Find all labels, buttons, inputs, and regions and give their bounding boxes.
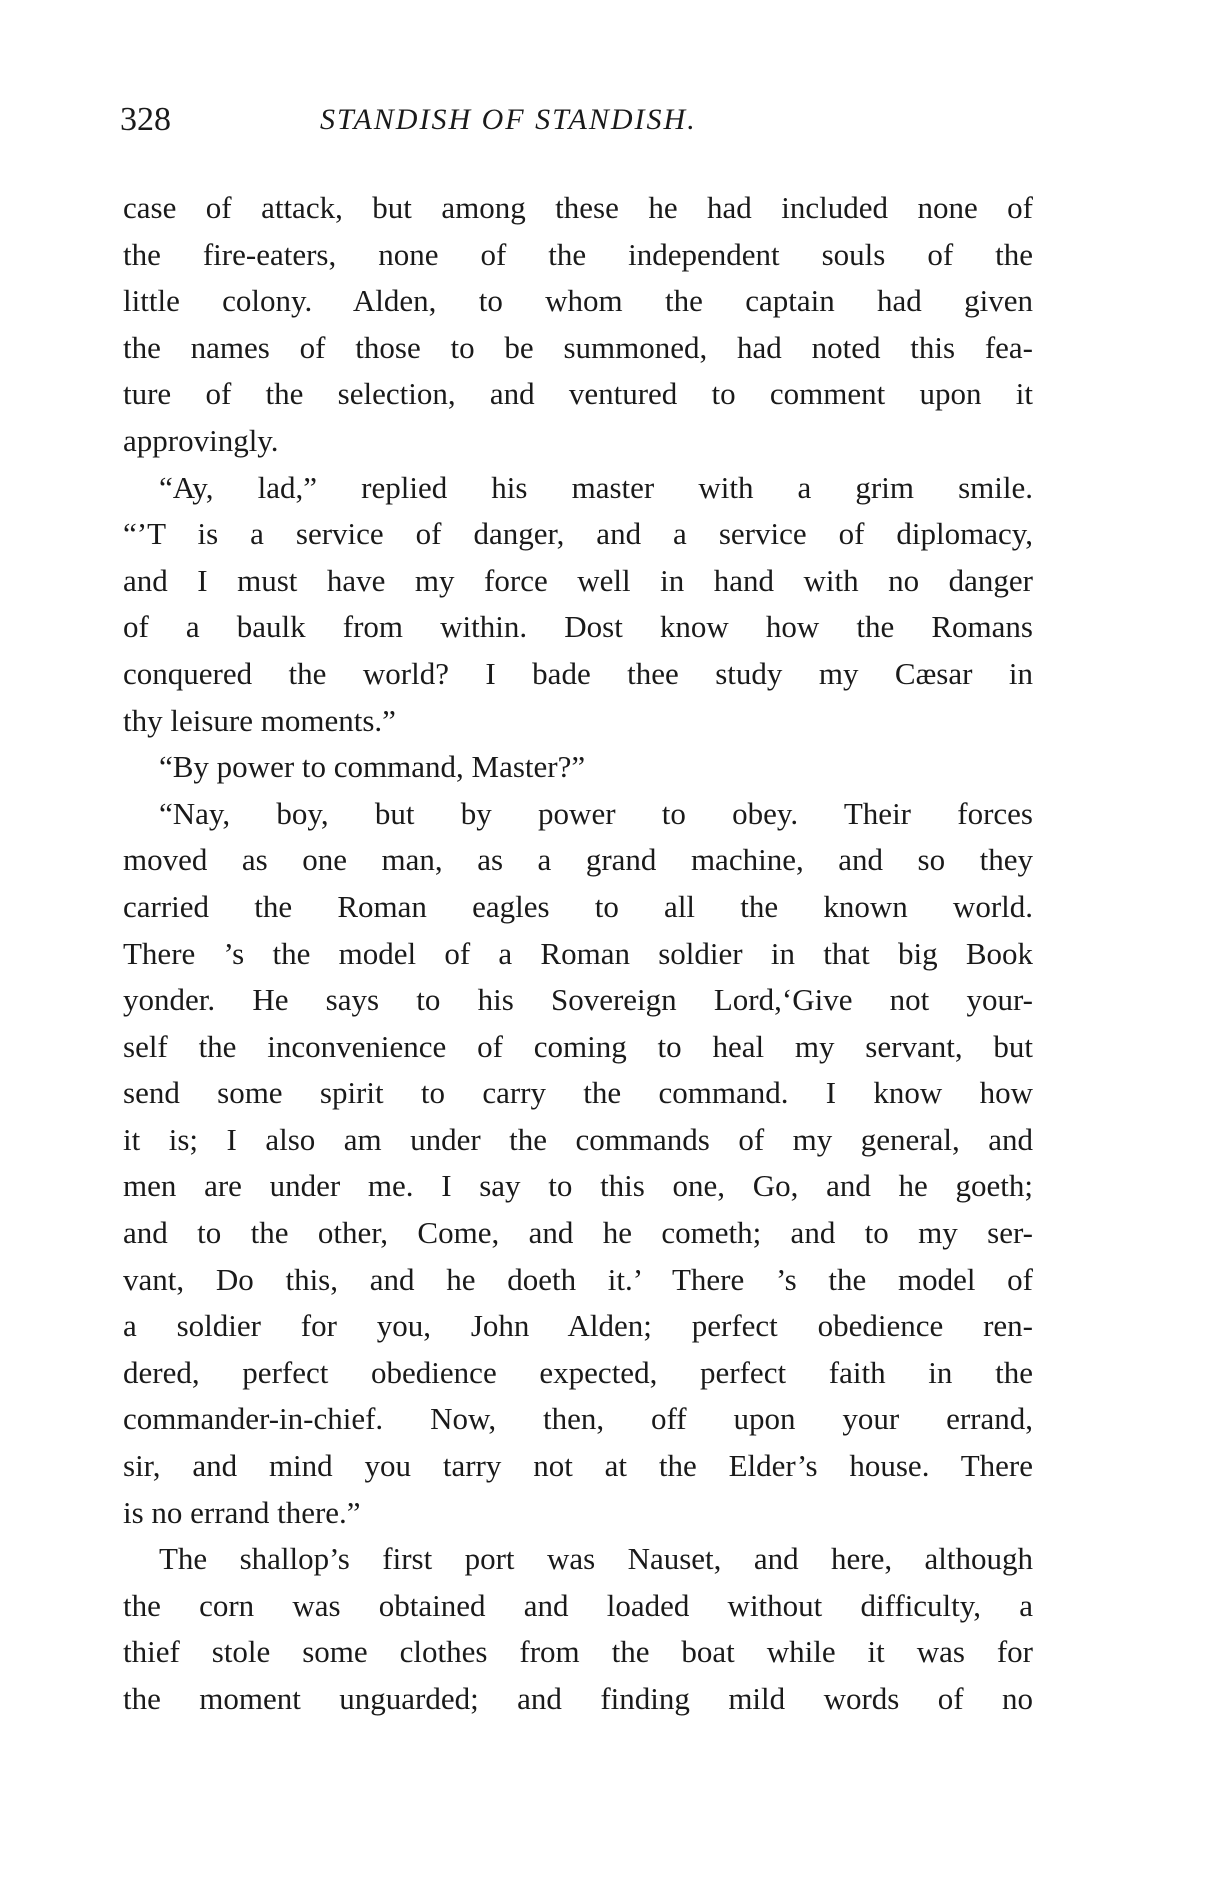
text-line: and to the other, Come, and he cometh; and to my ser- [123,1215,1033,1251]
running-title: STANDISH OF STANDISH. [320,103,697,136]
text-line: thief stole some clothes from the boat while it was for [123,1634,1033,1670]
text-line: little colony. Alden, to whom the captain had given [123,283,1033,319]
text-line: dered, perfect obedience expected, perfect faith in the [123,1354,1033,1390]
text-line: The shallop’s first port was Nauset, and here, although [159,1541,1033,1577]
text-line: of a baulk from within. Dost know how the Romans [123,609,1033,645]
text-line: “By power to command, Master?” [159,749,586,785]
text-line: carried the Roman eagles to all the known world. [123,888,1033,924]
text-line: conquered the world? I bade thee study my Cæsar in [123,655,1033,691]
text-line: There ’s the model of a Roman soldier in that big Book [123,935,1033,971]
text-line: men are under me. I say to this one, Go, and he goeth; [123,1168,1033,1204]
text-line: it is; I also am under the commands of my general, and [123,1121,1033,1157]
text-line: the moment unguarded; and finding mild words of no [123,1681,1033,1716]
text-line: and I must have my force well in hand with no danger [123,562,1033,598]
text-line: a soldier for you, John Alden; perfect obedience ren- [123,1308,1033,1344]
page-number: 328 [120,101,171,138]
text-line: approvingly. [123,422,279,458]
text-line: vant, Do this, and he doeth it.’ There ’s the model of [123,1261,1033,1297]
text-line: yonder. He says to his Sovereign Lord,‘Give not your- [123,982,1033,1018]
text-line: sir, and mind you tarry not at the Elder’s house. There [123,1448,1033,1484]
text-line: thy leisure moments.” [123,702,396,738]
text-line: the names of those to be summoned, had noted this fea- [123,329,1033,365]
text-line: “Ay, lad,” replied his master with a grim smile. [159,469,1033,505]
text-line: the corn was obtained and loaded without difficulty, a [123,1587,1033,1623]
text-line: is no errand there.” [123,1494,361,1530]
text-line: self the inconvenience of coming to heal my servant, but [123,1028,1033,1064]
text-line: the fire-eaters, none of the independent souls of the [123,236,1033,272]
text-line: moved as one man, as a grand machine, and so they [123,842,1033,878]
page-header [120,100,1040,150]
text-line: case of attack, but among these he had included none of [123,190,1033,225]
text-line: “Nay, boy, but by power to obey. Their forces [159,795,1033,831]
text-line: commander-in-chief. Now, then, off upon your errand, [123,1401,1033,1437]
body-text [123,185,1033,1723]
text-line: “’T is a service of danger, and a service of diplomacy, [123,516,1033,552]
text-line: ture of the selection, and ventured to comment upon it [123,376,1033,412]
text-line: send some spirit to carry the command. I know how [123,1075,1033,1111]
